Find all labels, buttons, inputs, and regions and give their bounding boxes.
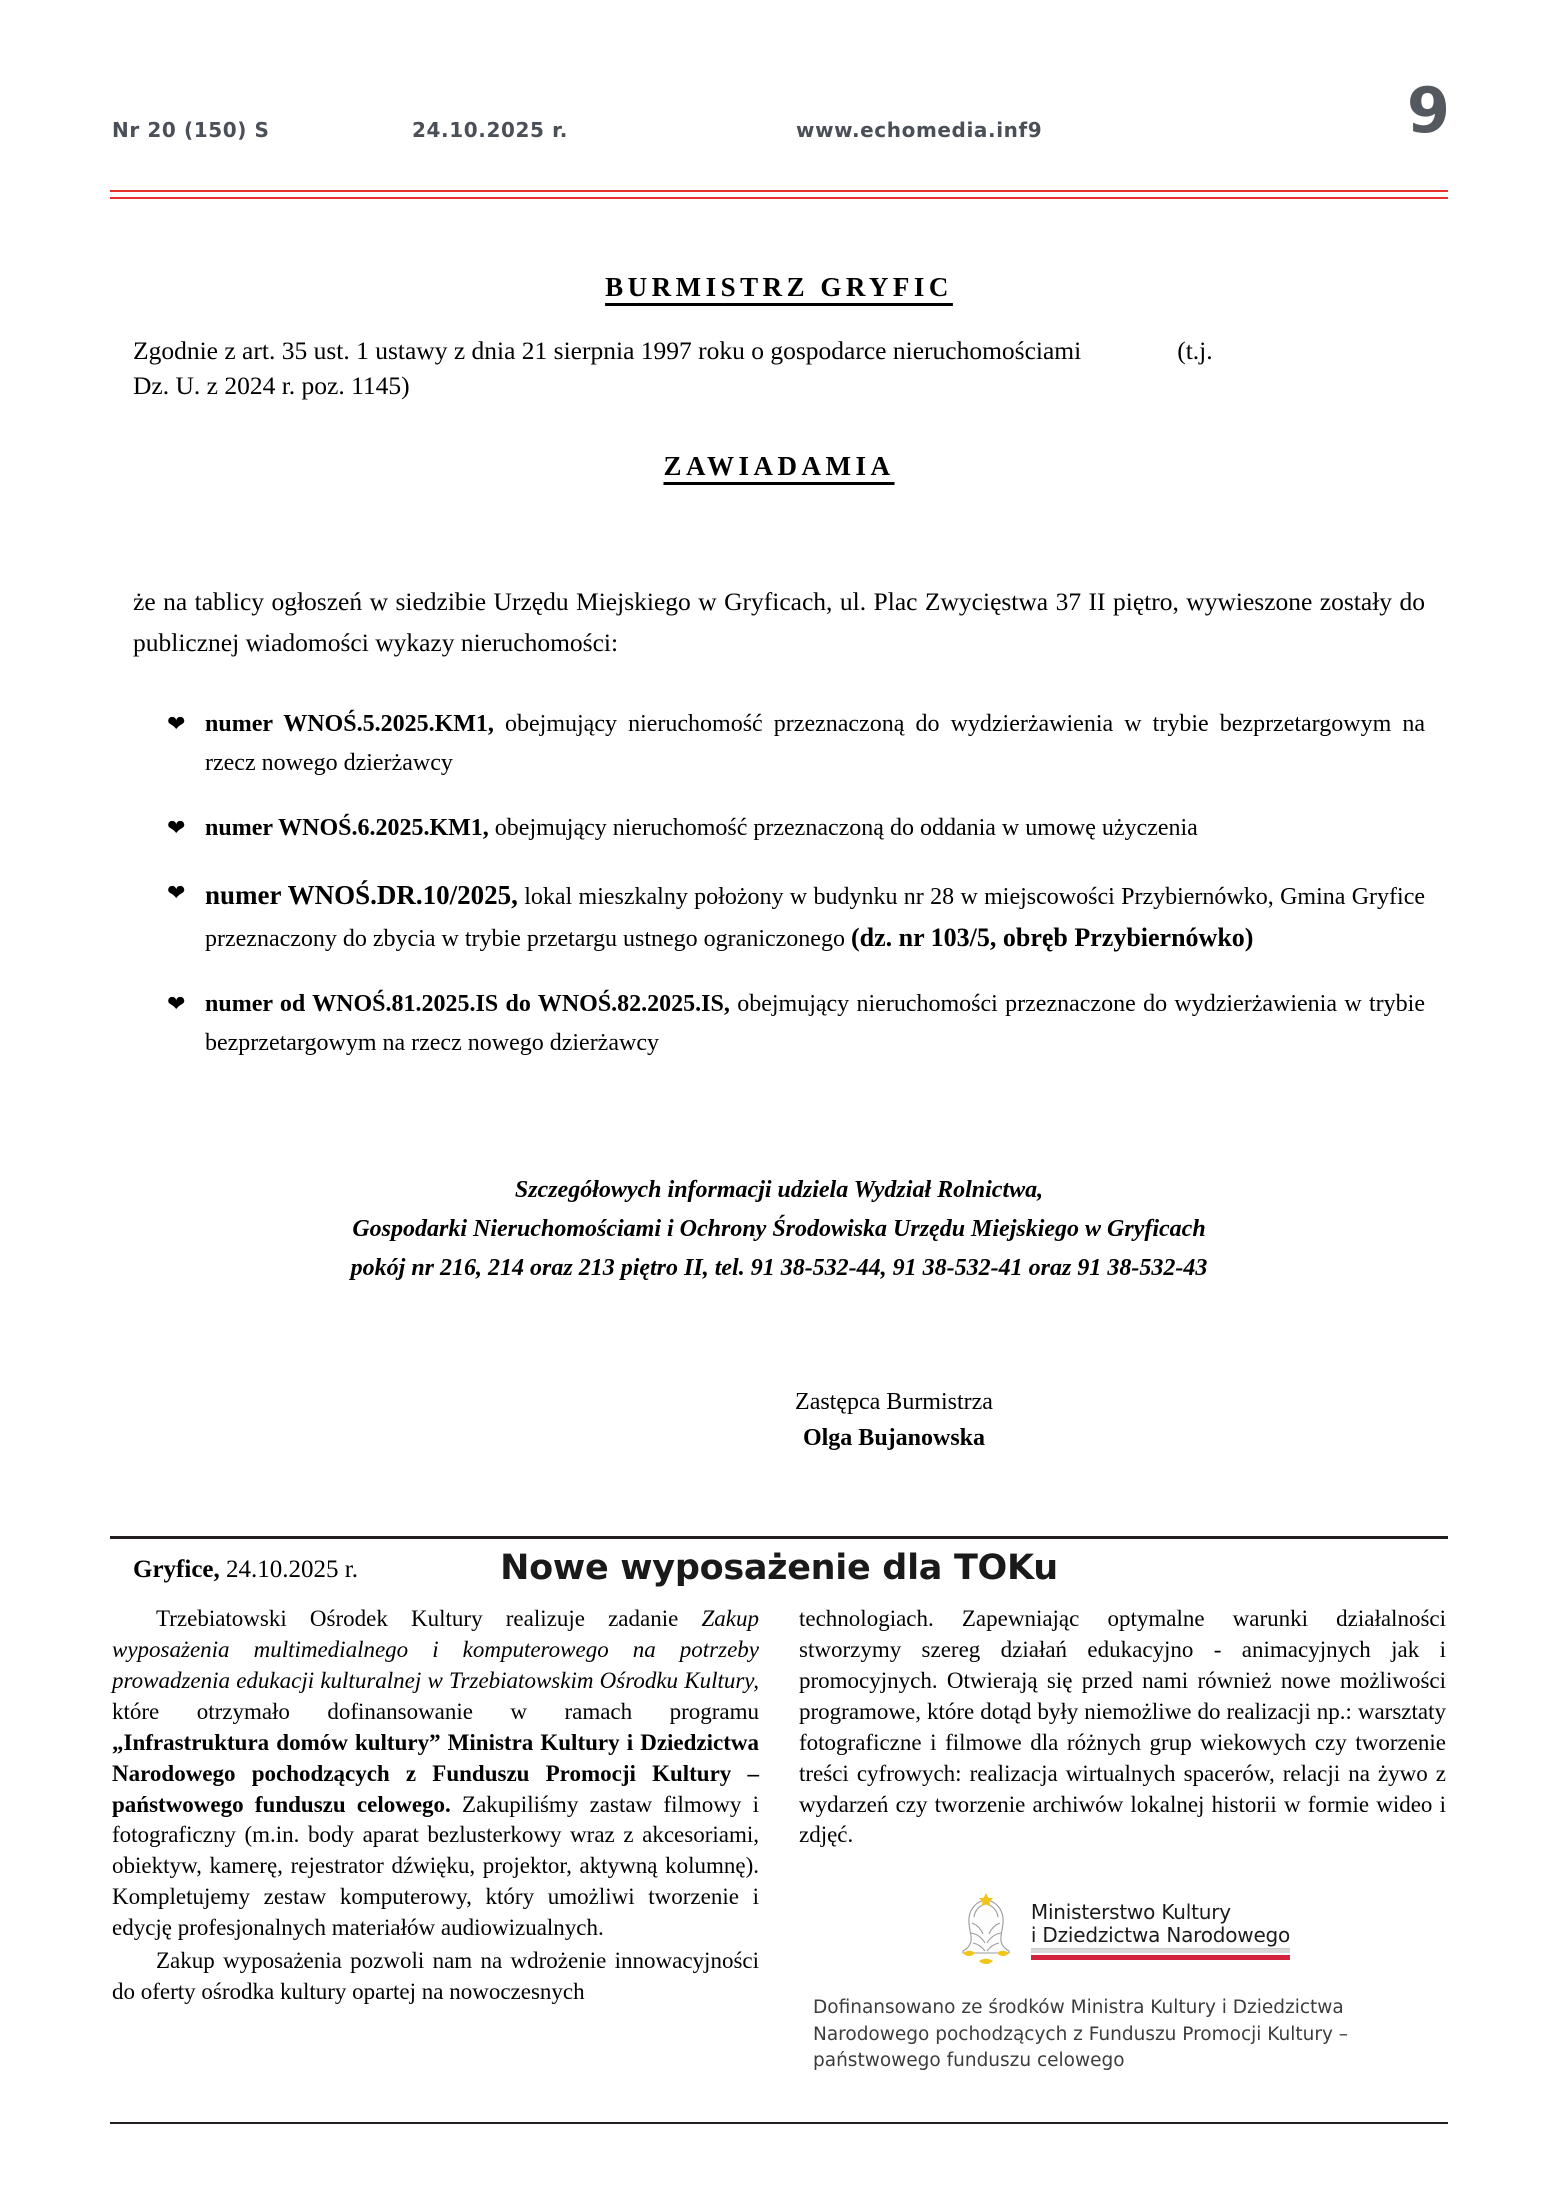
place-label: Gryfice,: [133, 1555, 220, 1583]
article-paragraph: [112, 1604, 759, 1944]
heart-bullet-icon: ❤: [167, 710, 186, 736]
list-item: [133, 985, 1425, 1063]
legal-basis-line2: Dz. U. z 2024 r. poz. 1145): [133, 371, 410, 401]
flag-bars: [1031, 1948, 1290, 1960]
website-url: www.echomedia.inf9: [796, 118, 1043, 142]
place-date: 24.10.2025 r.: [219, 1555, 358, 1583]
disclaimer-line-1: Dofinansowano ze środków Ministra Kultury i Dziedzictwa: [813, 1997, 1344, 2019]
article-paragraph: Zakup wyposażenia pozwoli nam na wdrożenie innowacyjności do oferty ośrodka kultury opartej na nowoczesnych: [112, 1948, 759, 2005]
list-item-text: obejmujący nieruchomość przeznaczoną do wydzierżawienia w trybie bezprzetargowym na rzecz nowego dzierżawcy: [205, 710, 1425, 776]
ministry-name-line-2: i Dziedzictwa Narodowego: [1030, 1923, 1291, 1948]
signature-name: Olga Bujanowska: [802, 1424, 986, 1451]
polish-eagle-icon: [955, 1891, 1017, 1969]
list-item-text: lokal mieszkalny położony w budynku nr 28 w miejscowości Przybiernówko, Gmina Gryfice przeznaczony do zbycia w trybie przetargu ustnego ograniczonego: [205, 883, 1426, 953]
signature-role: Zastępca Burmistrza: [795, 1388, 993, 1415]
para-italic: Zakup wyposażenia multimedialnego i komputerowego na potrzeby prowadzenia edukacji kulturalnej w Trzebiatowskim Ośrodku Kultury,: [112, 1606, 759, 1693]
article-bottom-divider: [110, 2122, 1448, 2124]
flag-bar-red: [1031, 1955, 1290, 1960]
disclaimer-line-3: państwowego funduszu celowego: [813, 2049, 1125, 2071]
ministry-logo-row: [955, 1891, 1290, 1969]
article: [112, 1548, 1446, 2074]
list-item: [133, 705, 1425, 783]
heart-bullet-icon: ❤: [167, 879, 186, 905]
declaration-wrap: [133, 451, 1425, 482]
article-columns: [112, 1604, 1446, 2074]
issue-number: Nr 20 (150) S: [112, 118, 270, 142]
disclaimer-line-2: Narodowego pochodzących z Funduszu Promocji Kultury –: [813, 2023, 1349, 2045]
para-part: które otrzymało dofinansowanie w ramach programu: [112, 1698, 759, 1724]
list-item: [133, 809, 1425, 848]
heart-bullet-icon: ❤: [167, 991, 186, 1017]
legal-basis: [133, 333, 1425, 403]
notice-title: BURMISTRZ GRYFIC: [605, 272, 953, 302]
page-number: 9: [1406, 74, 1450, 147]
article-headline: Nowe wyposażenie dla TOKu: [500, 1548, 1058, 1588]
contact-info: [133, 1171, 1425, 1288]
ministry-logo-block: [799, 1891, 1446, 2074]
contact-line-1: Szczegółowych informacji udziela Wydział Rolnictwa,: [514, 1177, 1044, 1204]
ministry-name-line-1: Ministerstwo Kultury: [1030, 1899, 1231, 1924]
official-notice: [133, 250, 1425, 1584]
masthead: [112, 74, 1450, 158]
list-item: [133, 874, 1425, 960]
para-part: Trzebiatowski Ośrodek Kultury realizuje zadanie: [156, 1606, 702, 1631]
property-list: [133, 705, 1425, 1063]
issue-date: 24.10.2025 r.: [412, 118, 568, 142]
list-item-label: numer WNOŚ.6.2025.KM1,: [205, 814, 489, 841]
legal-basis-tj: (t.j.: [1177, 336, 1213, 365]
heart-bullet-icon: ❤: [167, 814, 186, 840]
masthead-divider: [110, 190, 1448, 199]
para-part: Zakupiliśmy zastaw filmowy i fotograficzny (m.in. body aparat bezlusterkowy wraz z akcesoriami, obiektyw, kamerę, rejestrator dźwięku, projektor, aktywną kolumnę). Kompletujemy zestaw komputerowy, który umożliwi tworzenie i edycję profesjonalnych materiałów audiowizualnych.: [112, 1791, 759, 1941]
flag-bar-white: [1031, 1948, 1290, 1953]
notice-intro: że na tablicy ogłoszeń w siedzibie Urzędu Miejskiego w Gryficach, ul. Plac Zwycięstwa 37 II piętro, wywieszone zostały do publicznej wiadomości wykazy nieruchomości:: [133, 587, 1425, 657]
contact-line-2: Gospodarki Nieruchomościami i Ochrony Środowiska Urzędu Miejskiego w Gryficach: [352, 1216, 1206, 1243]
ministry-logo-text: [1031, 1901, 1290, 1960]
list-item-label: numer WNOŚ.5.2025.KM1,: [205, 710, 494, 737]
signature-block: [133, 1384, 1425, 1456]
article-column-right: [799, 1604, 1446, 2074]
contact-line-3: pokój nr 216, 214 oraz 213 piętro II, tel. 91 38-532-44, 91 38-532-41 oraz 91 38-532-43: [350, 1254, 1208, 1281]
para-bold: „Infrastruktura domów kultury” Ministra Kultury i Dziedzictwa Narodowego pochodzących z Funduszu Promocji Kultury – państwowego funduszu celowego.: [112, 1729, 759, 1817]
list-item-label: numer od WNOŚ.81.2025.IS do WNOŚ.82.2025.IS,: [205, 991, 730, 1018]
legal-basis-text: Zgodnie z art. 35 ust. 1 ustawy z dnia 21 sierpnia 1997 roku o gospodarce nieruchomościami: [133, 336, 1082, 365]
article-paragraph: technologiach. Zapewniając optymalne warunki działalności stworzymy szereg działań edukacyjno - animacyjnych jak i promocyjnych. Otwierają się przed nami również nowe możliwości programowe, które dotąd były niemożliwe do realizacji np.: warsztaty fotograficzne i filmowe dla różnych grup wiekowych czy tworzenie treści cyfrowych: realizacja wirtualnych spacerów, relacji na żywo z wydarzeń czy tworzenie archiwów lokalnej historii w formie wideo i zdjęć.: [799, 1606, 1446, 1848]
list-item-label: numer WNOŚ.DR.10/2025,: [205, 879, 518, 910]
list-item-text: obejmujący nieruchomość przeznaczoną do oddania w umowę użyczenia: [488, 814, 1198, 841]
article-top-divider: [110, 1536, 1448, 1539]
declaration-heading: ZAWIADAMIA: [663, 451, 895, 482]
article-column-left: [112, 1604, 759, 2074]
list-item-text: obejmujący nieruchomości przeznaczone do wydzierżawienia w trybie bezprzetargowym na rzecz nowego dzierżawcy: [205, 991, 1425, 1057]
list-item-parcel: (dz. nr 103/5, obręb Przybiernówko): [850, 923, 1254, 953]
funding-disclaimer: [799, 1995, 1348, 2074]
